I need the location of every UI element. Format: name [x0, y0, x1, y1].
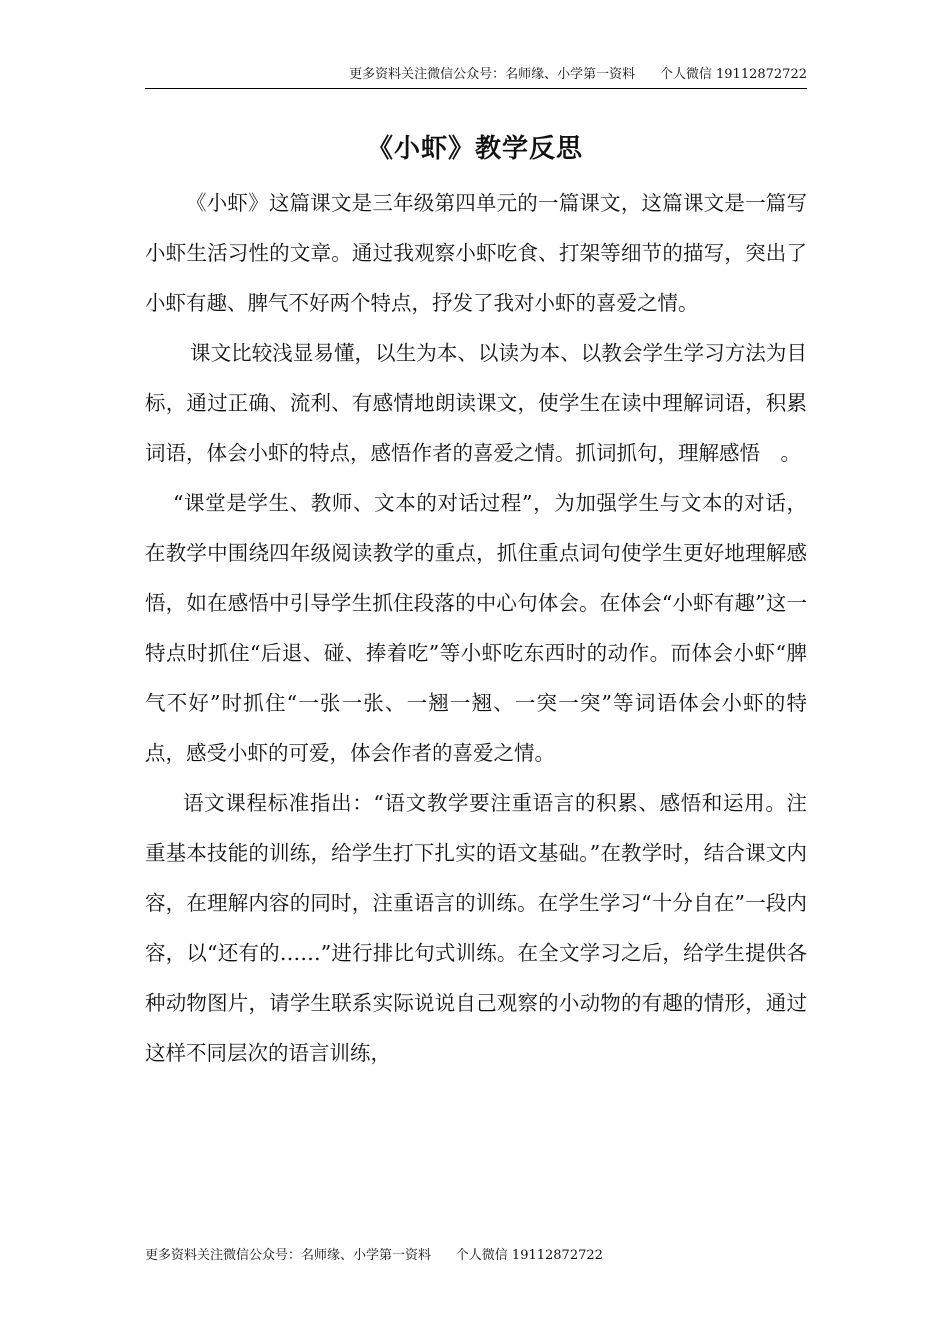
document-body: [145, 178, 807, 1078]
paragraph-3: “课堂是学生、教师、文本的对话过程”，为加强学生与文本的对话，在教学中围绕四年级阅读教学的重点，抓住重点词句使学生更好地理解感悟，如在感悟中引导学生抓住段落的中心句体会。在体会“小虾有趣”这一特点时抓住“后退、碰、捧着吃”等小虾吃东西时的动作。而体会小虾“脾气不好”时抓住“一张一张、一翘一翘、一突一突”等词语体会小虾的特点，感受小虾的可爱，体会作者的喜爱之情。: [145, 491, 807, 765]
paragraph-2: 课文比较浅显易懂，以生为本、以读为本、以教会学生学习方法为目标，通过正确、流利、有感情地朗读课文，使学生在读中理解词语，积累词语，体会小虾的特点，感悟作者的喜爱之情。抓词抓句，理解感悟 。: [145, 341, 807, 465]
paragraph-1: 《小虾》这篇课文是三年级第四单元的一篇课文，这篇课文是一篇写小虾生活习性的文章。通过我观察小虾吃食、打架等细节的描写，突出了小虾有趣、脾气不好两个特点，抒发了我对小虾的喜爱之情。: [145, 191, 807, 315]
document-title: 《小虾》教学反思: [366, 134, 583, 164]
page-header: 更多资料关注微信公众号：名师缘、小学第一资料 个人微信 19112872722: [145, 66, 807, 89]
paragraph-4: 语文课程标准指出：“语文教学要注重语言的积累、感悟和运用。注重基本技能的训练，给学生打下扎实的语文基础。”在教学时，结合课文内容，在理解内容的同时，注重语言的训练。在学生学习“十分自在”一段内容，以“还有的……”进行排比句式训练。在全文学习之后，给学生提供各种动物图片，请学生联系实际说说自己观察的小动物的有趣的情形，通过这样不同层次的语言训练，: [145, 791, 807, 1065]
page-footer: 更多资料关注微信公众号：名师缘、小学第一资料 个人微信 19112872722: [145, 1248, 603, 1263]
